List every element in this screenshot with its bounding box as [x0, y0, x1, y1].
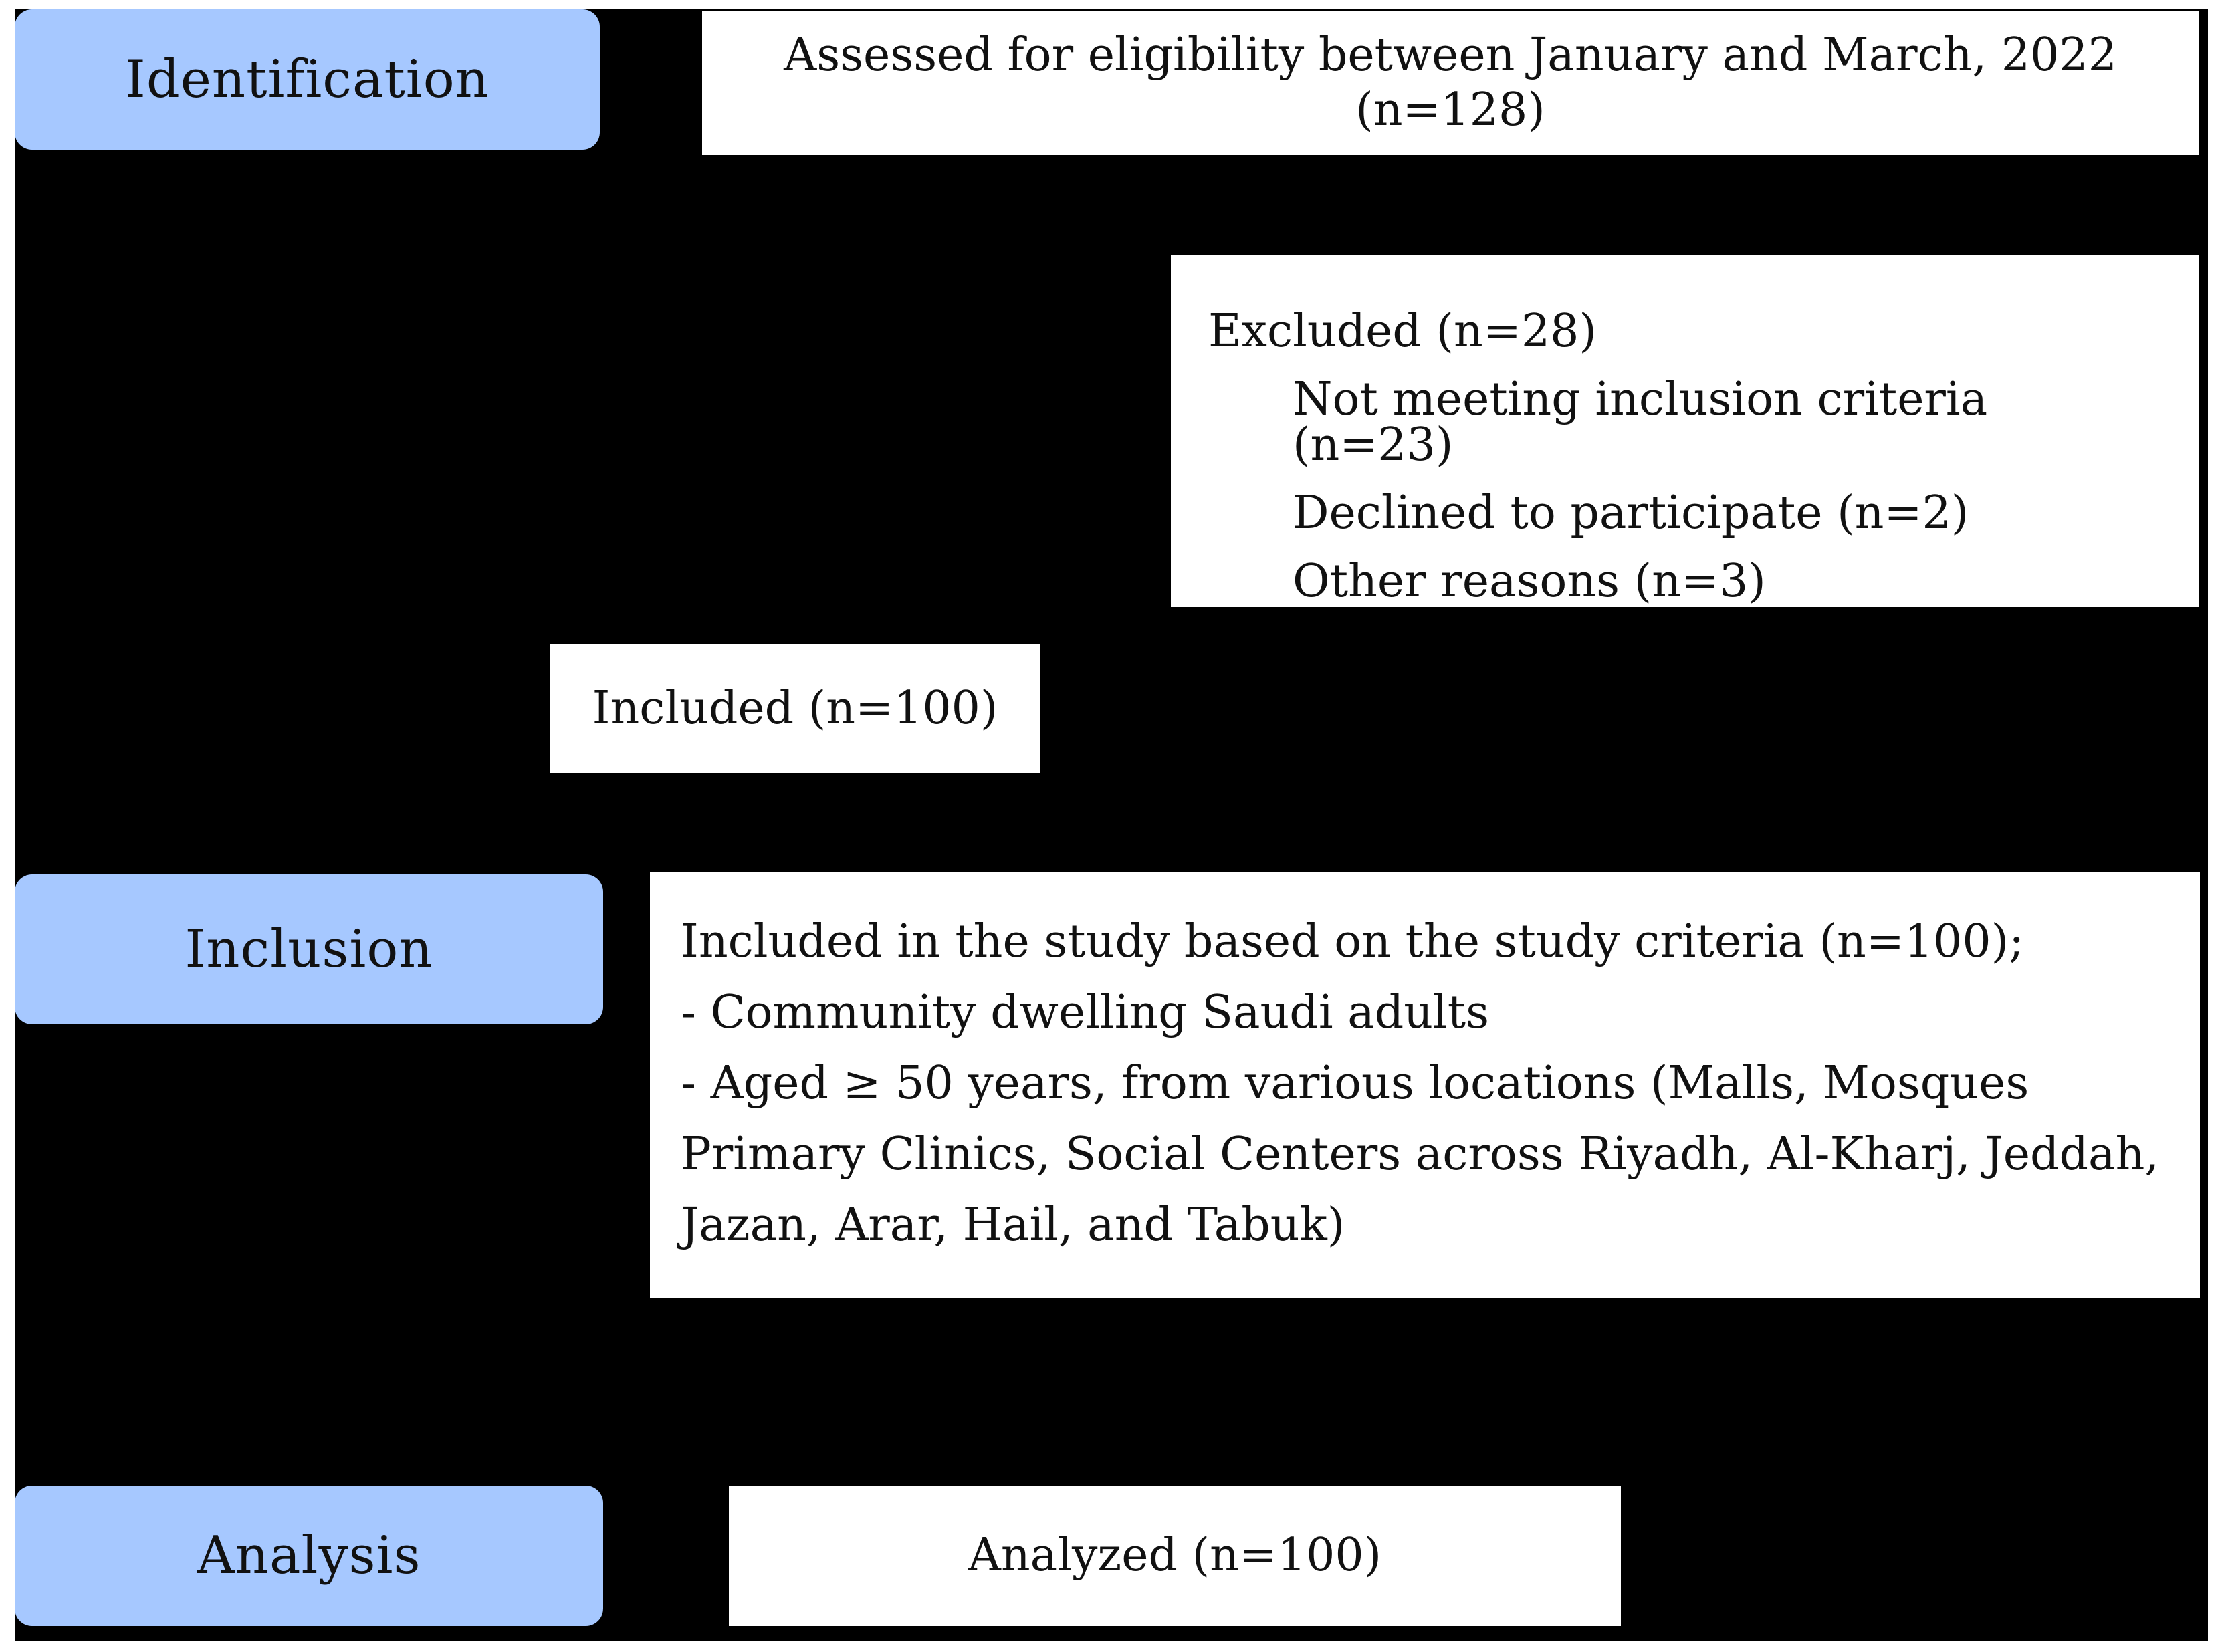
- excluded-reasons-list: [1208, 373, 2161, 608]
- criteria-item: - Community dwelling Saudi adults: [681, 986, 1490, 1039]
- flowchart-stage: [15, 9, 2208, 1641]
- excluded-box-title: Excluded (n=28): [1208, 305, 1597, 358]
- assessed-box-text: Assessed for eligibility between January and March, 2022 (n=128): [784, 29, 2117, 136]
- included-box: [550, 644, 1040, 773]
- assessed-box: [702, 11, 2199, 155]
- analyzed-box: [729, 1486, 1621, 1626]
- stage-label-identification: [15, 9, 600, 150]
- excluded-reason-item: Not meeting inclusion criteria (n=23): [1293, 373, 1988, 471]
- stage-label-inclusion-text: Inclusion: [185, 919, 433, 979]
- stage-label-analysis-text: Analysis: [197, 1526, 421, 1586]
- flowchart-canvas: [15, 9, 2208, 1641]
- stage-label-inclusion: [15, 874, 603, 1024]
- analyzed-box-text: Analyzed (n=100): [968, 1529, 1382, 1582]
- excluded-reason-item: Other reasons (n=3): [1293, 555, 1766, 608]
- criteria-box-title: Included in the study based on the study criteria (n=100);: [681, 915, 2025, 968]
- criteria-box: [650, 872, 2200, 1298]
- included-box-text: Included (n=100): [592, 682, 998, 735]
- excluded-box: [1171, 255, 2199, 607]
- stage-label-analysis: [15, 1486, 603, 1626]
- stage-label-identification-text: Identification: [125, 49, 489, 110]
- excluded-reason-item: Declined to participate (n=2): [1293, 487, 1969, 540]
- criteria-item: - Aged ≥ 50 years, from various locations (Malls, Mosques Primary Clinics, Social Centers across Riyadh, Al-Kharj, Jeddah, Jazan, Arar, Hail, and Tabuk): [681, 1057, 2159, 1252]
